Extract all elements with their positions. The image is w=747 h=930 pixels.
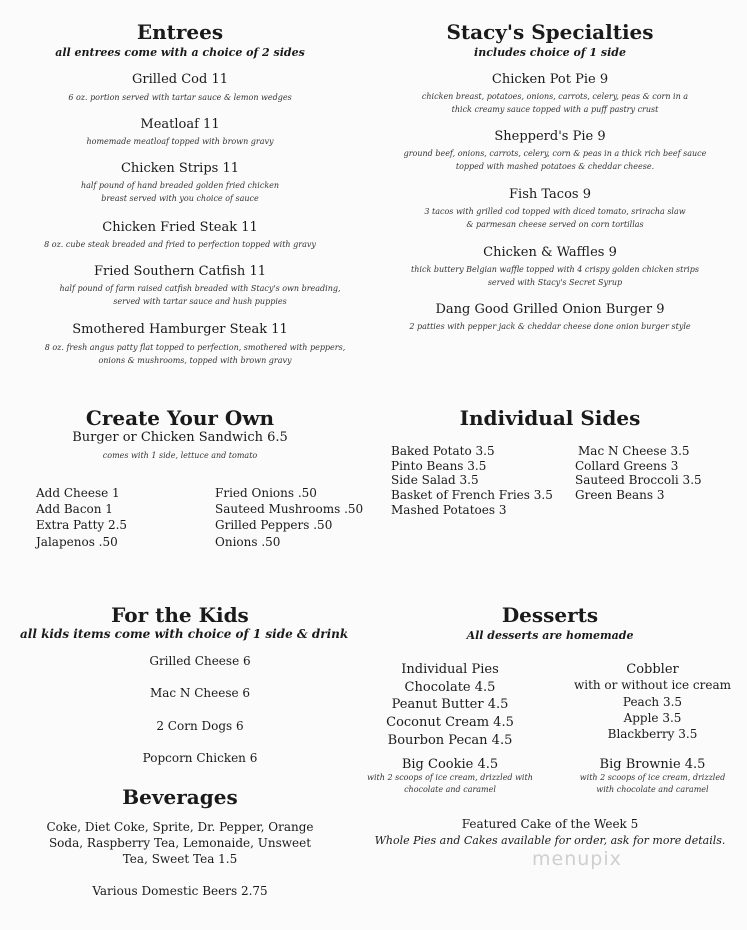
desserts-subtitle: All desserts are homemade [466,629,634,642]
featured-note: Whole Pies and Cakes available for order, ask for more details. [374,834,726,847]
kids-subtitle: all kids items come with choice of 1 side & drink [20,627,349,641]
specialty-item-name: Chicken Pot Pie 9 [491,72,609,87]
kids-item: Mac N Cheese 6 [149,686,251,700]
beverages-line: Coke, Diet Coke, Sprite, Dr. Pepper, Orange [46,820,314,834]
side-item: Baked Potato 3.5 [391,444,495,458]
pies-title: Individual Pies [401,662,499,677]
kids-item: 2 Corn Dogs 6 [156,719,244,733]
entree-item-desc: homemade meatloaf topped with brown gravy [86,137,274,146]
side-item: Mac N Cheese 3.5 [578,444,690,458]
specialty-item-desc: chicken breast, potatoes, onions, carrots, celery, peas & corn in a thick creamy sauce topped with a puff pastry crust [421,92,689,114]
cobbler-item: Blackberry 3.5 [607,727,698,741]
entree-item-name: Chicken Fried Steak 11 [102,220,258,235]
entree-item-name: Fried Southern Catfish 11 [94,264,266,279]
entree-item-desc: half pound of farm raised catfish breaded with Stacy's own breading, served with tartar sauce and hush puppies [59,284,341,306]
side-item: Pinto Beans 3.5 [391,459,487,473]
create-main-item: Burger or Chicken Sandwich 6.5 [72,430,288,445]
pie-item: Coconut Cream 4.5 [386,715,514,730]
specialty-item-desc: 2 patties with pepper jack & cheddar cheese done onion burger style [409,322,691,331]
create-addon: Jalapenos .50 [36,535,118,549]
specialty-item-desc: ground beef, onions, carrots, celery, corn & peas in a thick rich beef sauce topped with mashed potatoes & cheddar cheese. [403,149,707,171]
side-item: Side Salad 3.5 [391,473,479,487]
beverages-beer: Various Domestic Beers 2.75 [92,884,268,898]
entree-item-name: Chicken Strips 11 [120,161,239,176]
side-item: Mashed Potatoes 3 [391,503,507,517]
create-note: comes with 1 side, lettuce and tomato [102,451,258,460]
cobbler-title: Cobbler [626,662,679,677]
pie-item: Chocolate 4.5 [404,680,496,695]
beverages-line: Soda, Raspberry Tea, Lemonaide, Unsweet [48,836,312,850]
big-cookie-desc: with 2 scoops of ice cream, drizzled with chocolate and caramel [367,773,533,794]
beverages-title: Beverages [122,785,238,809]
specialty-item-name: Shepperd's Pie 9 [494,129,606,144]
entree-item-desc: 8 oz. cube steak breaded and fried to perfection topped with gravy [44,240,316,249]
big-brownie-desc: with 2 scoops of ice cream, drizzled with chocolate and caramel [579,773,726,794]
side-item: Sauteed Broccoli 3.5 [575,473,702,487]
big-cookie: Big Cookie 4.5 [401,757,499,772]
side-item: Green Beans 3 [575,488,665,502]
entrees-subtitle: all entrees come with a choice of 2 sides [55,46,305,59]
sides-title: Individual Sides [459,406,641,430]
pie-item: Bourbon Pecan 4.5 [387,733,513,748]
create-addon: Sauteed Mushrooms .50 [215,502,364,516]
kids-item: Popcorn Chicken 6 [142,751,258,765]
create-addon: Extra Patty 2.5 [36,518,128,532]
create-addon: Add Bacon 1 [36,502,113,516]
entree-item-name: Smothered Hamburger Steak 11 [72,322,288,337]
create-addon: Add Cheese 1 [36,486,120,500]
entree-item-name: Grilled Cod 11 [132,72,228,87]
specialties-subtitle: includes choice of 1 side [474,46,626,59]
beverages-line: Tea, Sweet Tea 1.5 [122,852,238,866]
cobbler-subtitle: with or without ice cream [573,678,732,692]
kids-title: For the Kids [111,603,249,627]
create-addon: Onions .50 [215,535,281,549]
entree-item-desc: 6 oz. portion served with tartar sauce & lemon wedges [68,93,292,102]
entree-item-name: Meatloaf 11 [140,117,220,132]
cobbler-item: Peach 3.5 [622,695,683,709]
entree-item-desc: 8 oz. fresh angus patty flat topped to perfection, smothered with peppers, onions & mushrooms, topped with brown gravy [44,343,346,365]
pie-item: Peanut Butter 4.5 [391,697,509,712]
side-item: Collard Greens 3 [575,459,679,473]
menupix-watermark: menupix [532,848,622,870]
kids-item: Grilled Cheese 6 [149,654,251,668]
featured-cake: Featured Cake of the Week 5 [461,817,639,831]
specialty-item-name: Fish Tacos 9 [509,187,591,202]
side-item: Basket of French Fries 3.5 [391,488,553,502]
desserts-title: Desserts [501,603,599,627]
entrees-title: Entrees [136,20,224,44]
cobbler-item: Apple 3.5 [623,711,682,725]
specialty-item-name: Chicken & Waffles 9 [483,245,617,260]
specialty-item-name: Dang Good Grilled Onion Burger 9 [435,302,665,317]
specialty-item-desc: 3 tacos with grilled cod topped with diced tomato, sriracha slaw & parmesan cheese served on corn tortillas [424,207,686,229]
create-title: Create Your Own [85,406,275,430]
specialties-title: Stacy's Specialties [446,20,654,44]
specialty-item-desc: thick buttery Belgian waffle topped with 4 crispy golden chicken strips served with Stacy's Secret Syrup [411,265,699,287]
create-addon: Grilled Peppers .50 [215,518,333,532]
create-addon: Fried Onions .50 [215,486,317,500]
entree-item-desc: half pound of hand breaded golden fried chicken breast served with you choice of sauce [80,181,280,203]
big-brownie: Big Brownie 4.5 [599,757,706,772]
